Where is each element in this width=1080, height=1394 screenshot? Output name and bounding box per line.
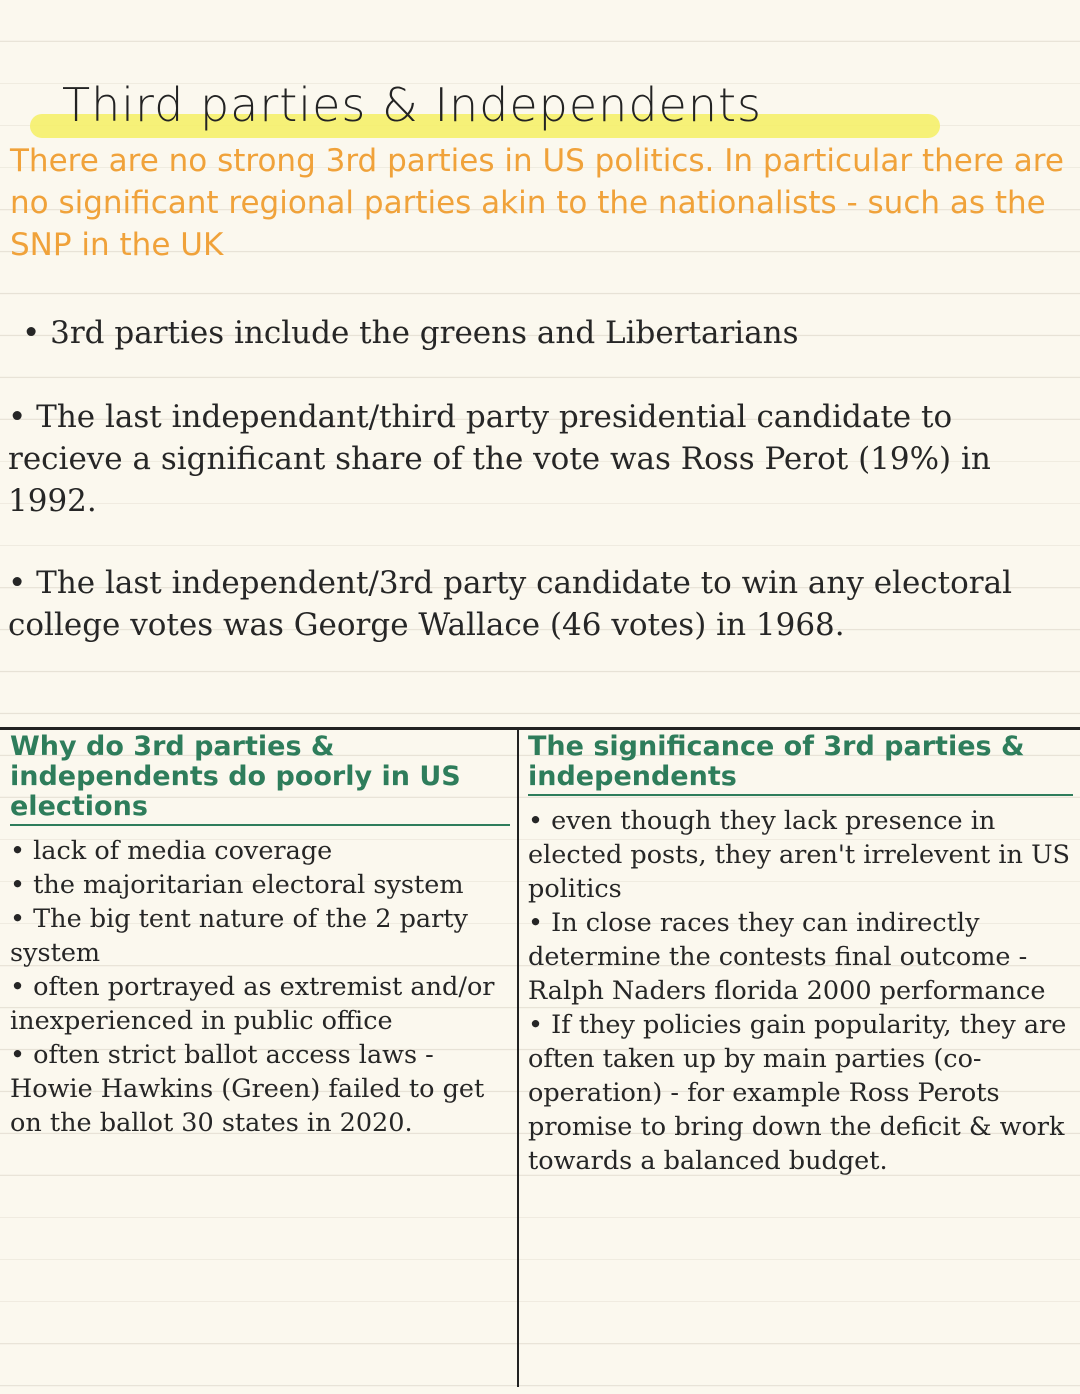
page-title: Third parties & Independents (62, 78, 762, 132)
left-column-heading: Why do 3rd parties & independents do poorly in US elections (10, 732, 510, 826)
table-top-divider (0, 727, 1080, 730)
list-item: • often portrayed as extremist and/or inexperienced in public office (10, 972, 495, 1036)
bullet-ross-perot: • The last independant/third party presidential candidate to recieve a significant share of the vote was Ross Perot (19%) in 1992. (8, 399, 991, 519)
title-block (30, 78, 950, 148)
column-divider (517, 727, 519, 1387)
bullet-george-wallace: • The last independent/3rd party candidate to win any electoral college votes was George Wallace (46 votes) in 1968. (8, 565, 1013, 643)
bullet-third-parties: • 3rd parties include the greens and Libertarians (22, 315, 799, 351)
list-item: • If they policies gain popularity, they are often taken up by main parties (co-operation) - for example Ross Perots promise to bring down the deficit & work towards a balanced budget. (528, 1010, 1067, 1176)
intro-paragraph: There are no strong 3rd parties in US politics. In particular there are no significant regional parties akin to the nationalists - such as the SNP in the UK (10, 143, 1064, 263)
right-column-heading: The significance of 3rd parties & independents (528, 732, 1073, 796)
left-column (10, 732, 510, 1140)
list-item: • often strict ballot access laws - Howie Hawkins (Green) failed to get on the ballot 30 states in 2020. (10, 1040, 485, 1138)
right-column-list (528, 804, 1073, 1178)
left-column-list (10, 834, 510, 1140)
list-item: • the majoritarian electoral system (10, 870, 464, 900)
list-item: • In close races they can indirectly determine the contests final outcome - Ralph Naders florida 2000 performance (528, 908, 1046, 1006)
list-item: • lack of media coverage (10, 836, 333, 866)
list-item: • even though they lack presence in elected posts, they aren't irrelevent in US politics (528, 806, 1071, 904)
right-column (528, 732, 1073, 1178)
list-item: • The big tent nature of the 2 party system (10, 904, 468, 968)
